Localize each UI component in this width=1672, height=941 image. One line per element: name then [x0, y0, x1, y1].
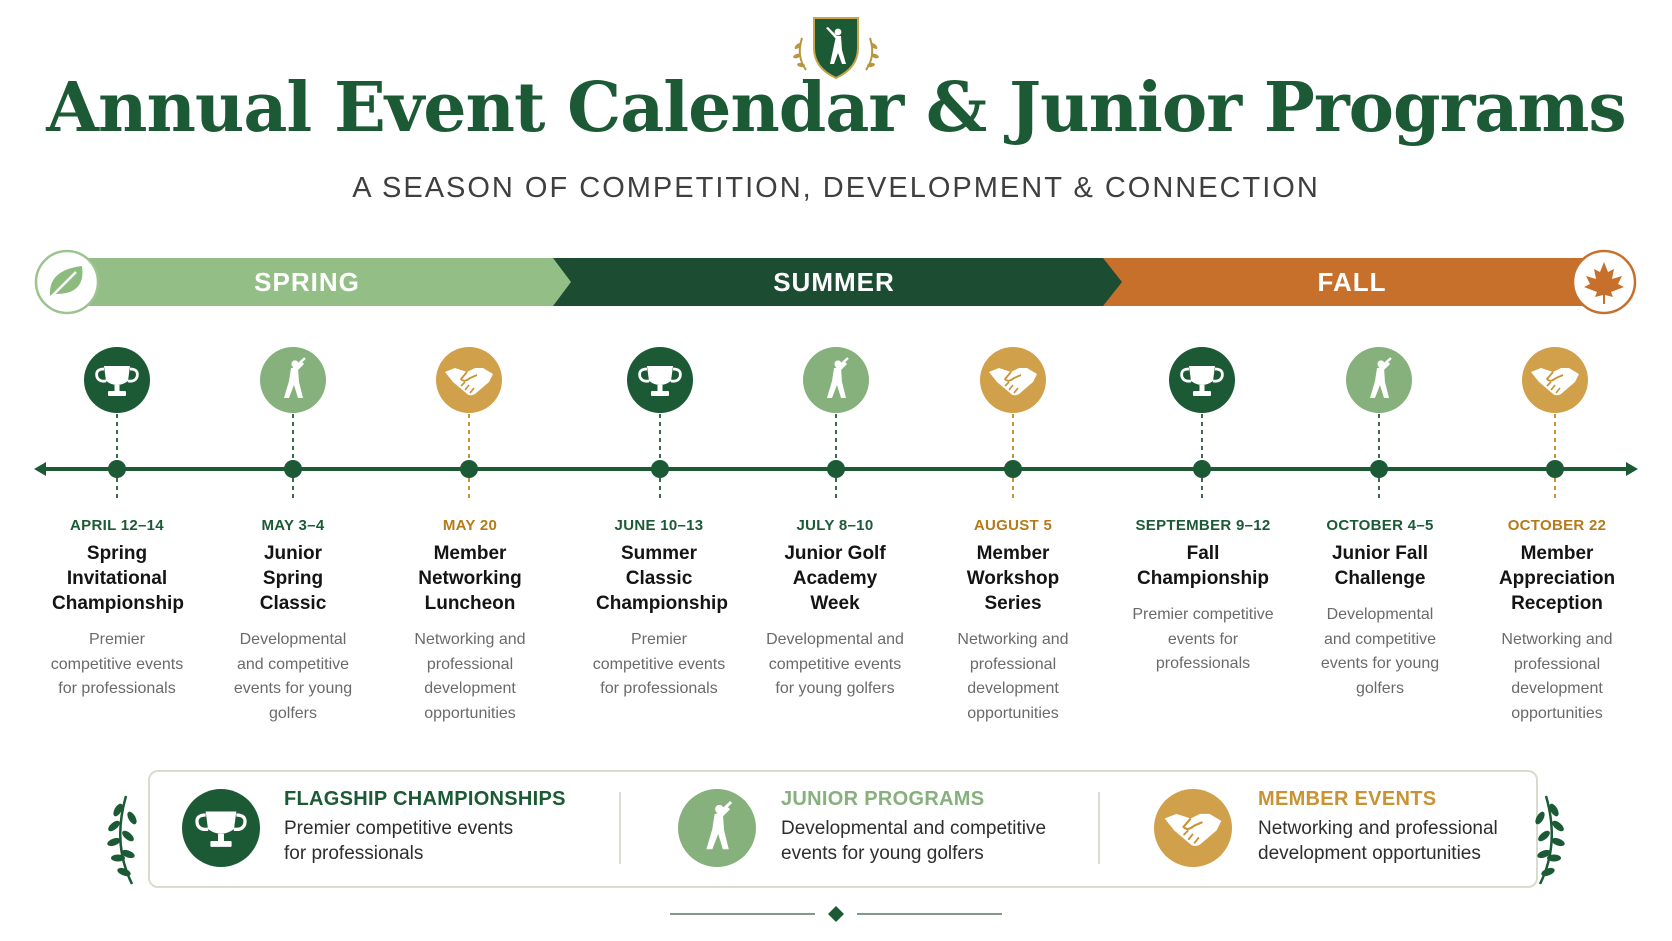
laurel-left-icon	[106, 796, 138, 884]
event-date: SEPTEMBER 9–12	[1135, 517, 1271, 534]
event-description: Networking and professional development opportunities	[414, 631, 526, 722]
event-item	[1295, 512, 1465, 701]
golfer-icon	[803, 347, 869, 413]
event-date: OCTOBER 22	[1507, 517, 1607, 534]
event-item	[1118, 512, 1288, 677]
event-item	[1472, 512, 1642, 726]
timeline-dot	[827, 460, 845, 478]
laurel-right-icon	[1533, 796, 1565, 884]
trophy-icon	[1169, 347, 1235, 413]
season-label-spring: SPRING	[254, 267, 360, 297]
handshake-icon	[980, 347, 1046, 413]
handshake-icon	[436, 347, 502, 413]
event-name: Fall Championship	[1137, 543, 1269, 589]
timeline-arrow-left	[34, 462, 46, 476]
event-name: Spring Invitational Championship	[52, 543, 184, 614]
golfer-icon	[678, 789, 756, 867]
event-name: Member Workshop Series	[966, 543, 1060, 614]
event-description: Developmental and competitive events for young golfers	[766, 631, 904, 697]
golfer-icon	[1346, 347, 1412, 413]
event-node	[436, 347, 502, 500]
page-subtitle: A SEASON OF COMPETITION, DEVELOPMENT & CONNECTION	[352, 172, 1320, 204]
event-date: MAY 20	[442, 517, 498, 534]
event-description: Networking and professional development opportunities	[1501, 631, 1613, 722]
event-item	[574, 512, 744, 702]
event-item	[208, 512, 378, 726]
event-name: Member Networking Luncheon	[418, 543, 522, 614]
timeline-dot	[651, 460, 669, 478]
timeline-dot	[1004, 460, 1022, 478]
event-date: OCTOBER 4–5	[1326, 517, 1434, 534]
event-name: Junior Fall Challenge	[1331, 543, 1429, 589]
season-label-fall: FALL	[1317, 267, 1387, 297]
legend-title-member: MEMBER EVENTS	[1258, 788, 1437, 810]
page-title: Annual Event Calendar & Junior Programs	[46, 68, 1626, 148]
event-date: AUGUST 5	[973, 517, 1053, 534]
event-node	[260, 347, 326, 500]
event-name: Member Appreciation Reception	[1498, 543, 1616, 614]
event-item	[928, 512, 1098, 726]
golfer-icon	[260, 347, 326, 413]
event-description: Premier competitive events for professionals	[50, 631, 184, 697]
timeline	[0, 340, 1672, 500]
event-node	[84, 347, 150, 500]
event-name: Junior Spring Classic	[259, 543, 327, 614]
event-name: Junior Golf Academy Week	[784, 543, 886, 614]
legend-title-flagship: FLAGSHIP CHAMPIONSHIPS	[284, 788, 566, 810]
legend-desc-flagship: Premier competitive events for professionals	[284, 818, 514, 864]
event-node	[803, 347, 869, 500]
event-node	[1346, 347, 1412, 500]
event-node	[1522, 347, 1588, 500]
legend-divider	[619, 792, 621, 864]
legend-desc-junior: Developmental and competitive events for young golfers	[781, 818, 1047, 864]
event-description: Premier competitive events for professionals	[1132, 606, 1274, 672]
event-item	[385, 512, 555, 726]
timeline-dot	[108, 460, 126, 478]
event-date: APRIL 12–14	[70, 517, 164, 534]
handshake-icon	[1154, 789, 1232, 867]
event-date: JUNE 10–13	[614, 517, 704, 534]
event-date: JULY 8–10	[796, 517, 874, 534]
timeline-dot	[1370, 460, 1388, 478]
event-item	[750, 512, 920, 702]
event-node	[627, 347, 693, 500]
trophy-icon	[84, 347, 150, 413]
leaf-icon	[36, 251, 98, 313]
event-description: Networking and professional development opportunities	[957, 631, 1069, 722]
event-description: Premier competitive events for professionals	[592, 631, 726, 697]
event-name: Summer Classic Championship	[596, 543, 728, 614]
event-description: Developmental and competitive events for young golfers	[1320, 606, 1440, 697]
timeline-dot	[1546, 460, 1564, 478]
event-date: MAY 3–4	[261, 517, 325, 534]
timeline-dot	[1193, 460, 1211, 478]
event-node	[1169, 347, 1235, 500]
event-item	[32, 512, 202, 702]
legend-title-junior: JUNIOR PROGRAMS	[781, 788, 985, 810]
trophy-icon	[182, 789, 260, 867]
event-description: Developmental and competitive events for young golfers	[233, 631, 353, 722]
bottom-ornament	[670, 906, 1002, 922]
trophy-icon	[627, 347, 693, 413]
legend-divider	[1098, 792, 1100, 864]
event-node	[980, 347, 1046, 500]
legend-desc-member: Networking and professional development opportunities	[1258, 818, 1498, 864]
timeline-arrow-right	[1626, 462, 1638, 476]
timeline-dot	[284, 460, 302, 478]
timeline-dot	[460, 460, 478, 478]
handshake-icon	[1522, 347, 1588, 413]
season-label-summer: SUMMER	[773, 267, 895, 297]
maple-leaf-icon	[1573, 251, 1635, 313]
